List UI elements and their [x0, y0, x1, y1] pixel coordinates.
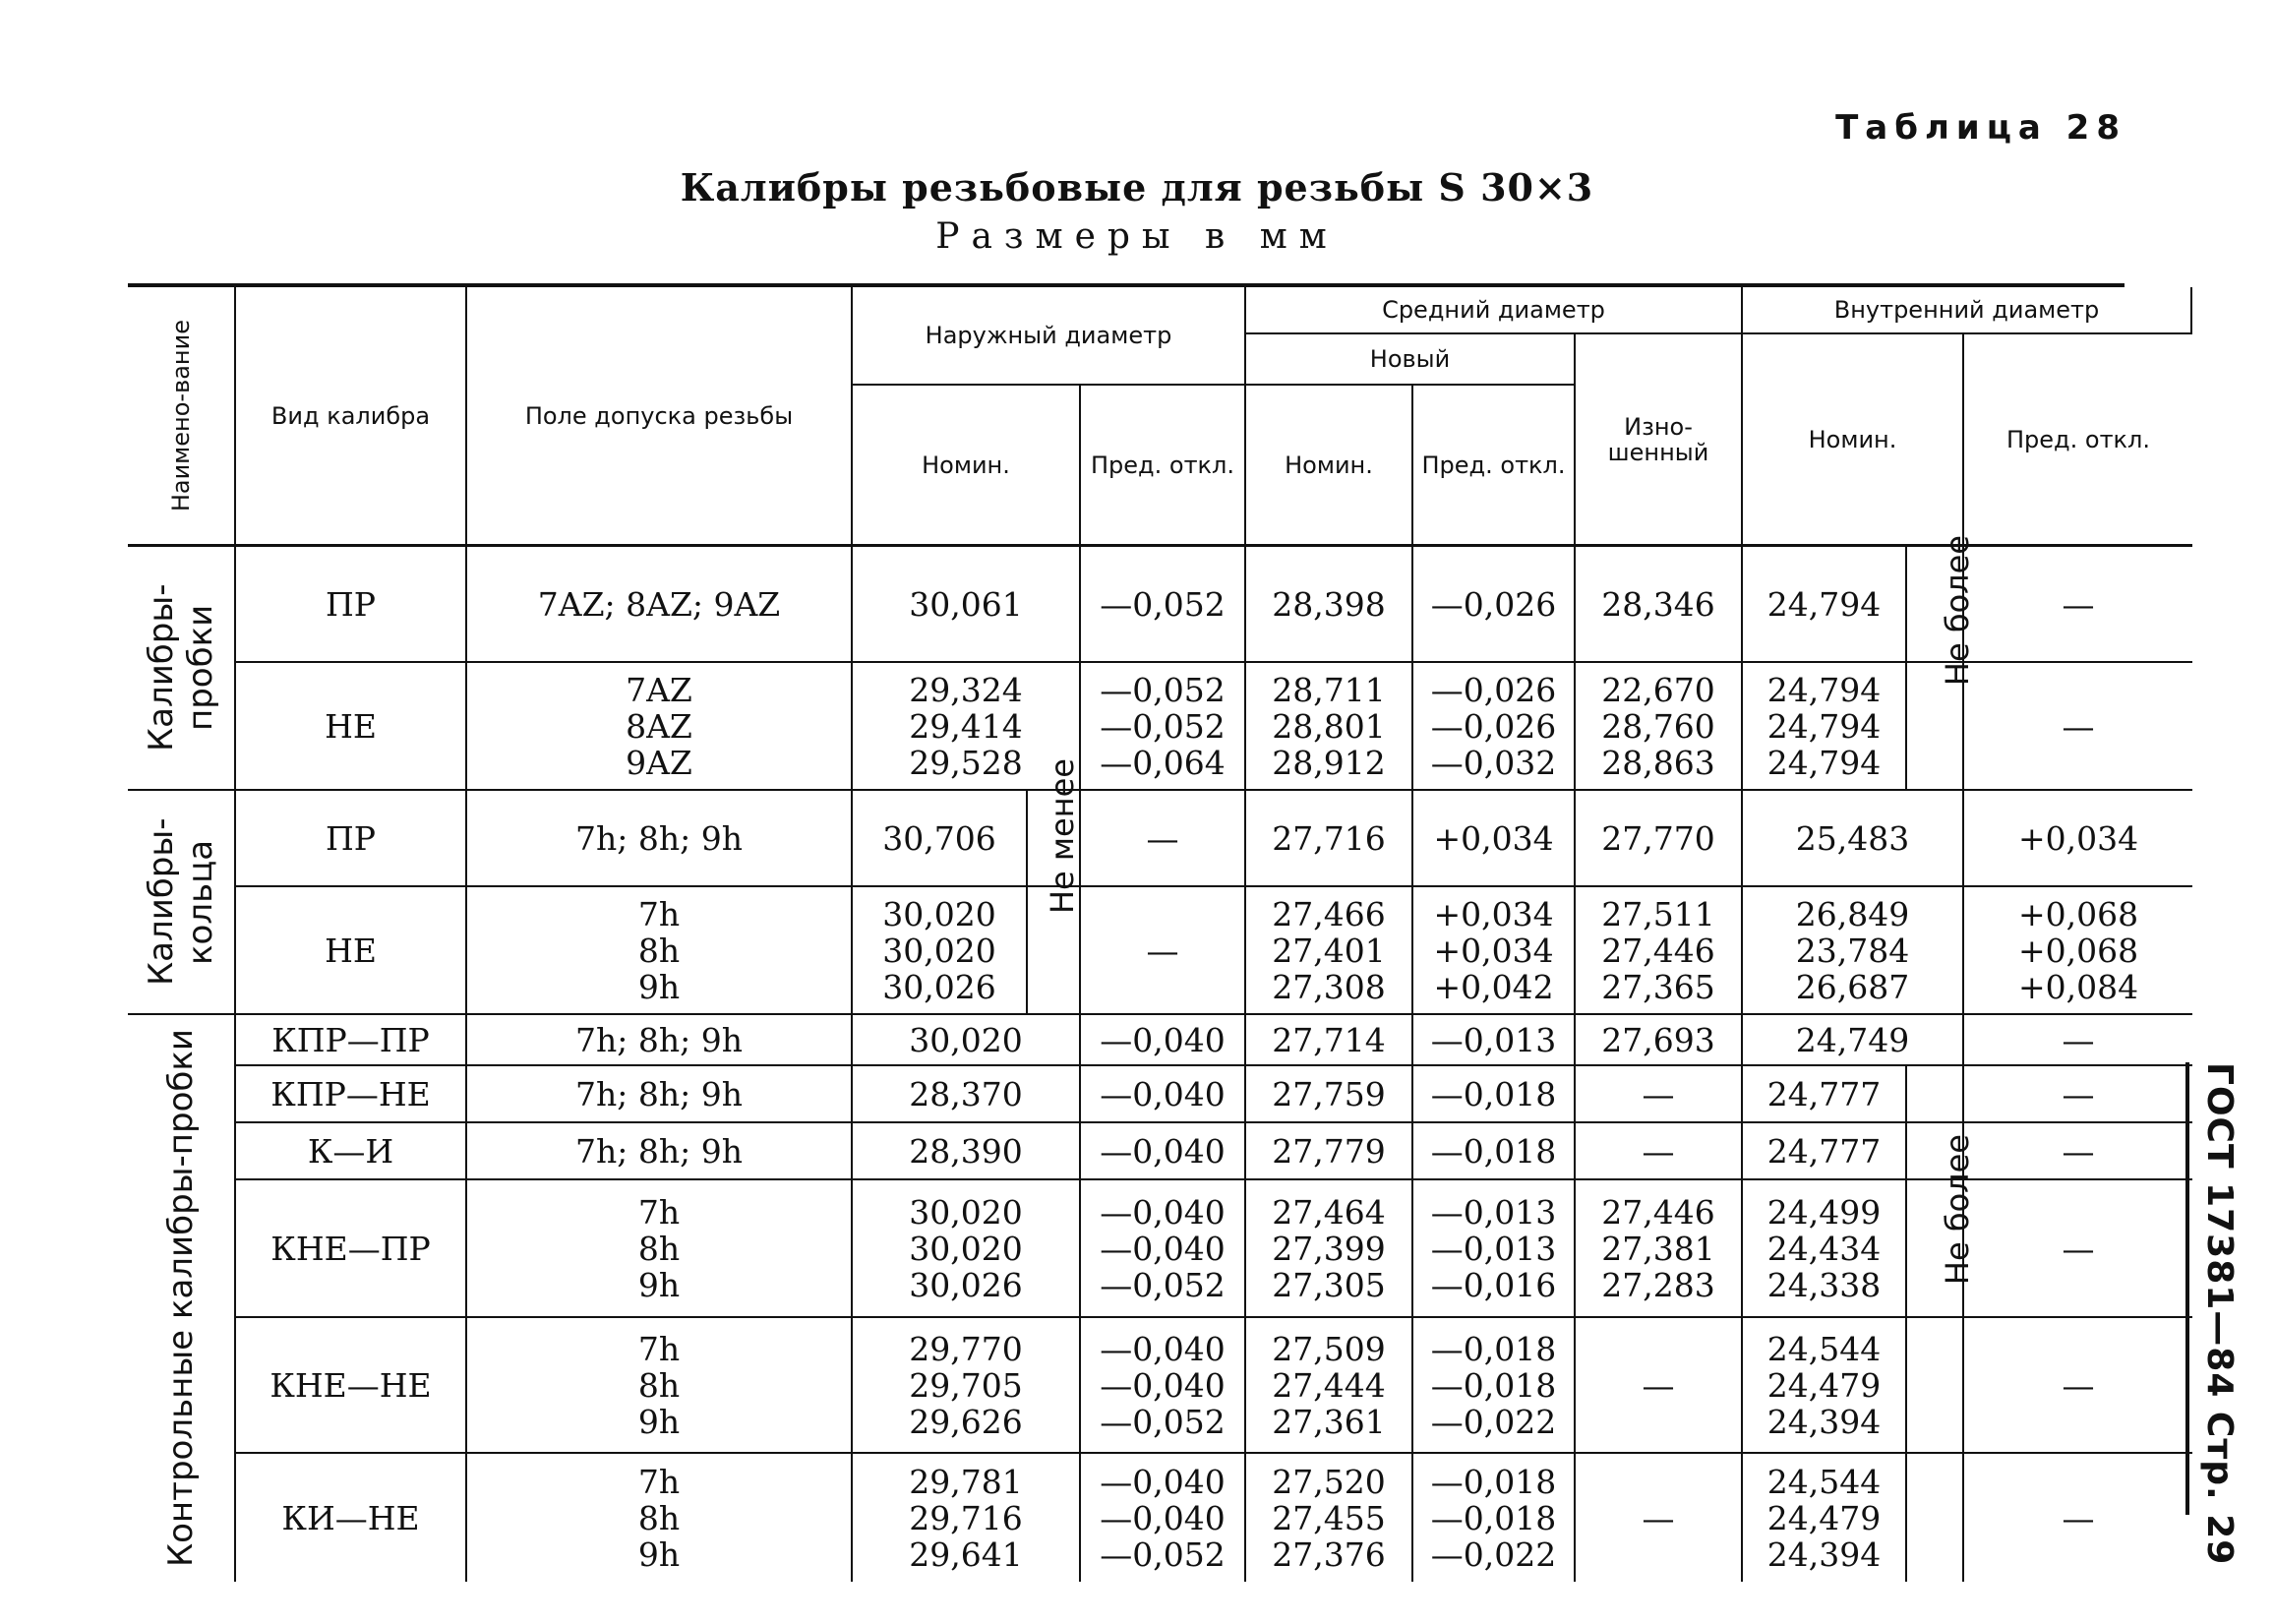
table-number: Таблица 28: [1835, 108, 2126, 148]
row3-inner-nominal: 25,483: [1743, 791, 1964, 887]
header-outer-nominal: Номин.: [853, 386, 1081, 547]
not-more-cell: [1905, 1454, 1962, 1582]
row5-mid-deviation: —0,013: [1413, 1015, 1576, 1066]
row4-mid-nominal: 27,466 27,401 27,308: [1246, 887, 1413, 1015]
row5-mid-nominal: 27,714: [1246, 1015, 1413, 1066]
row9-outer-deviation: —0,040 —0,040 —0,052: [1081, 1318, 1246, 1454]
row7-mid-nominal: 27,779: [1246, 1123, 1413, 1180]
row4-outer-deviation: —: [1081, 887, 1246, 1015]
not-more-cell: [1905, 1318, 1962, 1452]
row7-inner-nominal: 24,777: [1743, 1123, 1964, 1180]
row4-inner-nominal: 26,849 23,784 26,687: [1743, 887, 1964, 1015]
row1-inner-deviation: —: [1964, 547, 2192, 663]
row10-inner-deviation: —: [2062, 1498, 2095, 1537]
row6-inner-deviation: —: [1964, 1066, 2192, 1123]
row9-inner-nominal: 24,544 24,479 24,394: [1743, 1318, 1964, 1454]
row5-mid-worn: 27,693: [1576, 1015, 1743, 1066]
row3-outer-nominal: 30,706: [853, 791, 1081, 887]
row4-outer-nominal: 30,020 30,020 30,026: [853, 887, 1081, 1015]
group-rings: Калибры-кольца: [128, 791, 236, 1015]
row9-tolerance: 7h 8h 9h: [467, 1318, 853, 1454]
header-mid-diameter: Средний диаметр: [1246, 287, 1743, 334]
table-title: Калибры резьбовые для резьбы S 30×3: [680, 165, 1594, 210]
row8-kind: КНЕ—ПР: [236, 1180, 467, 1318]
header-mid-deviation: Пред. откл.: [1413, 386, 1576, 547]
header-mid-new: Новый: [1246, 334, 1576, 386]
group-control-plugs: Контрольные калибры-пробки: [128, 1015, 236, 1582]
not-less-label-rings: Не менее: [1044, 757, 1081, 915]
row9-mid-worn: —: [1576, 1318, 1743, 1454]
header-outer-deviation: Пред. откл.: [1081, 386, 1246, 547]
row1-outer-deviation: —0,052: [1081, 547, 1246, 663]
thread-gauge-table: [128, 283, 2151, 1574]
row10-mid-worn: —: [1576, 1454, 1743, 1582]
row2-mid-nominal: 28,711 28,801 28,912: [1246, 663, 1413, 791]
units-caption: Размеры в мм: [935, 216, 1339, 257]
row2-inner-deviation: —: [1964, 663, 2192, 791]
row6-mid-nominal: 27,759: [1246, 1066, 1413, 1123]
row3-mid-worn: 27,770: [1576, 791, 1743, 887]
row4-tolerance: 7h 8h 9h: [467, 887, 853, 1015]
row10-inner-nominal: 24,544 24,479 24,394: [1743, 1454, 1964, 1582]
row2-mid-worn: 22,670 28,760 28,863: [1576, 663, 1743, 791]
not-more-label-control: Не более: [1939, 1134, 1976, 1286]
row9-inner-deviation: —: [1964, 1318, 2192, 1454]
header-outer-diameter: Наружный диаметр: [853, 287, 1246, 386]
row7-mid-worn: —: [1576, 1123, 1743, 1180]
row7-outer-deviation: —0,040: [1081, 1123, 1246, 1180]
row1-tolerance: 7AZ; 8AZ; 9AZ: [467, 547, 853, 663]
row10-tolerance: 7h 8h 9h: [467, 1454, 853, 1582]
row6-outer-deviation: —0,040: [1081, 1066, 1246, 1123]
row2-tolerance: 7AZ 8AZ 9AZ: [467, 663, 853, 791]
header-mid-nominal: Номин.: [1246, 386, 1413, 547]
row1-mid-worn: 28,346: [1576, 547, 1743, 663]
row8-outer-nominal: 30,020 30,020 30,026: [853, 1180, 1081, 1318]
row6-mid-worn: —: [1576, 1066, 1743, 1123]
row5-kind: КПР—ПР: [236, 1015, 467, 1066]
header-kind: Вид калибра: [236, 287, 467, 547]
row9-mid-deviation: —0,018 —0,018 —0,022: [1413, 1318, 1576, 1454]
row9-outer-nominal: 29,770 29,705 29,626: [853, 1318, 1081, 1454]
header-mid-worn: Изно-шенный: [1576, 334, 1743, 547]
row8-tolerance: 7h 8h 9h: [467, 1180, 853, 1318]
row4-kind: НЕ: [236, 887, 467, 1015]
row5-outer-deviation: —0,040: [1081, 1015, 1246, 1066]
row10-outer-deviation: —0,040 —0,040 —0,052: [1081, 1454, 1246, 1582]
row7-tolerance: 7h; 8h; 9h: [467, 1123, 853, 1180]
row2-kind: НЕ: [236, 663, 467, 791]
row10-mid-nominal: 27,520 27,455 27,376: [1246, 1454, 1413, 1582]
row6-mid-deviation: —0,018: [1413, 1066, 1576, 1123]
row7-outer-nominal: 28,390: [853, 1123, 1081, 1180]
header-inner-nominal: Номин.: [1743, 334, 1964, 547]
row9-kind: КНЕ—НЕ: [236, 1318, 467, 1454]
row7-kind: К—И: [236, 1123, 467, 1180]
row2-mid-deviation: —0,026 —0,026 —0,032: [1413, 663, 1576, 791]
row6-tolerance: 7h; 8h; 9h: [467, 1066, 853, 1123]
row6-outer-nominal: 28,370: [853, 1066, 1081, 1123]
row1-mid-deviation: —0,026: [1413, 547, 1576, 663]
row1-inner-nominal: 24,794: [1743, 547, 1964, 663]
row5-tolerance: 7h; 8h; 9h: [467, 1015, 853, 1066]
row1-outer-nominal: 30,061: [853, 547, 1081, 663]
row7-inner-deviation: —: [1964, 1123, 2192, 1180]
header-inner-deviation: Пред. откл.: [1964, 334, 2192, 547]
row2-outer-nominal: 29,324 29,414 29,528: [853, 663, 1081, 791]
row5-outer-nominal: 30,020: [853, 1015, 1081, 1066]
row6-kind: КПР—НЕ: [236, 1066, 467, 1123]
row6-inner-nominal: 24,777: [1743, 1066, 1964, 1123]
not-more-label-plugs: Не более: [1939, 534, 1976, 687]
row3-kind: ПР: [236, 791, 467, 887]
row3-mid-deviation: +0,034: [1413, 791, 1576, 887]
row10-outer-nominal: 29,781 29,716 29,641: [853, 1454, 1081, 1582]
header-inner-diameter: Внутренний диаметр: [1743, 287, 2192, 334]
row3-inner-deviation: +0,034: [1964, 791, 2192, 887]
header-tolerance: Поле допуска резьбы: [467, 287, 853, 547]
row9-mid-nominal: 27,509 27,444 27,361: [1246, 1318, 1413, 1454]
row8-mid-nominal: 27,464 27,399 27,305: [1246, 1180, 1413, 1318]
row1-kind: ПР: [236, 547, 467, 663]
row5-inner-nominal: 24,749: [1743, 1015, 1964, 1066]
row2-inner-nominal: 24,794 24,794 24,794: [1743, 663, 1964, 791]
row7-mid-deviation: —0,018: [1413, 1123, 1576, 1180]
row3-outer-deviation: —: [1081, 791, 1246, 887]
group-plugs: Калибры-пробки: [128, 547, 236, 791]
gost-side-label: ГОСТ 17381—84 Стр. 29: [2185, 1062, 2240, 1515]
row3-tolerance: 7h; 8h; 9h: [467, 791, 853, 887]
row8-outer-deviation: —0,040 —0,040 —0,052: [1081, 1180, 1246, 1318]
row8-inner-nominal: 24,499 24,434 24,338: [1743, 1180, 1964, 1318]
row4-mid-worn: 27,511 27,446 27,365: [1576, 887, 1743, 1015]
row5-inner-deviation: —: [1964, 1015, 2192, 1066]
header-name: Наимено-вание: [128, 287, 236, 547]
row1-mid-nominal: 28,398: [1246, 547, 1413, 663]
row3-mid-nominal: 27,716: [1246, 791, 1413, 887]
row10-kind: КИ—НЕ: [236, 1454, 467, 1582]
row2-outer-deviation: —0,052 —0,052 —0,064: [1081, 663, 1246, 791]
row10-mid-deviation: —0,018 —0,018 —0,022: [1413, 1454, 1576, 1582]
row4-inner-deviation: +0,068 +0,068 +0,084: [1964, 887, 2192, 1015]
row8-mid-deviation: —0,013 —0,013 —0,016: [1413, 1180, 1576, 1318]
row8-mid-worn: 27,446 27,381 27,283: [1576, 1180, 1743, 1318]
row4-mid-deviation: +0,034 +0,034 +0,042: [1413, 887, 1576, 1015]
row8-inner-deviation: —: [1964, 1180, 2192, 1318]
